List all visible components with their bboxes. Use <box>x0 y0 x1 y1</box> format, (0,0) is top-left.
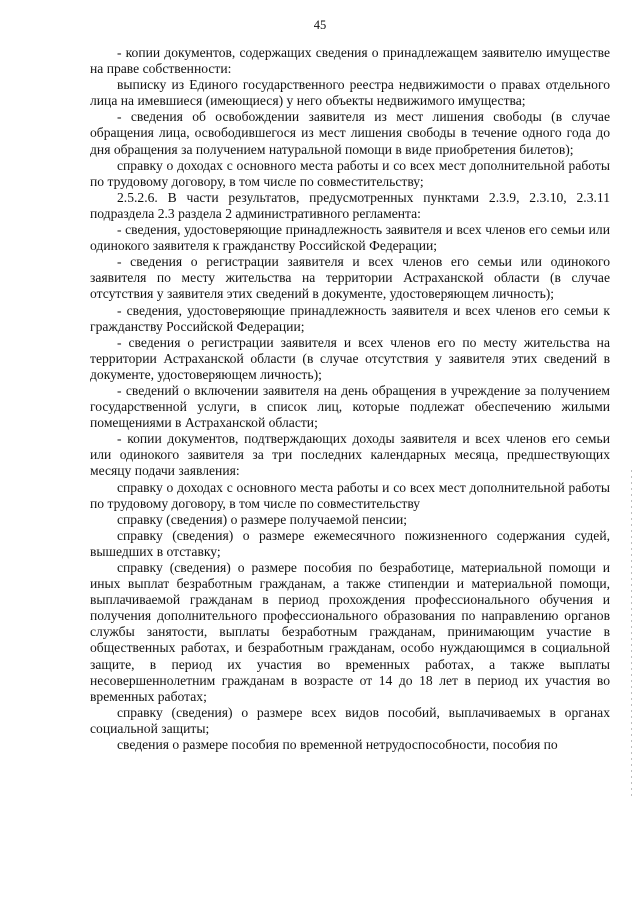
paragraph: сведения о размере пособия по временной нетрудоспособности, пособия по <box>117 737 558 753</box>
paragraph: справку о доходах с основного места работы и со всех мест дополнительной работы по трудовому договору, в том числе по совместительству <box>90 479 610 511</box>
page-number: 45 <box>313 18 327 32</box>
paragraph: выписку из Единого государственного реестра недвижимости о правах отдельного лица на имевшиеся (имеющиеся) у него объекты недвижимого имущества; <box>90 77 610 109</box>
paragraph: справку (сведения) о размере всех видов пособий, выплачиваемых в органах социальной защиты; <box>90 704 610 736</box>
paragraph: - сведения о регистрации заявителя и всех членов его по месту жительства на территории Астраханской области (в случае отсутствия у заявителя этих сведений в документе, удостоверяющем личность); <box>90 334 610 382</box>
scan-edge-artifact <box>631 470 632 800</box>
paragraph: - сведения об освобождении заявителя из мест лишения свободы (в случае обращения лица, освободившегося из мест лишения свободы в течение одного года до дня обращения за получением натуральной помощи в виде приобретения билетов); <box>90 109 610 157</box>
paragraph: - сведения о регистрации заявителя и всех членов его семьи или одинокого заявителя по месту жительства на территории Астраханской области (в случае отсутствия у заявителя этих сведений в документе, удостоверяющем личность); <box>90 254 610 302</box>
paragraph: справку (сведения) о размере получаемой пенсии; <box>117 511 408 527</box>
paragraph: - сведения, удостоверяющие принадлежность заявителя и всех членов его семьи или одинокого заявителя к гражданству Российской Федерации; <box>90 222 610 254</box>
document-body <box>90 45 610 753</box>
paragraph: - сведения, удостоверяющие принадлежность заявителя и всех членов его семьи к гражданству Российской Федерации; <box>90 302 610 334</box>
paragraph: 2.5.2.6. В части результатов, предусмотренных пунктами 2.3.9, 2.3.10, 2.3.11 подраздела 2.3 раздела 2 административного регламента: <box>90 189 610 221</box>
paragraph: - копии документов, содержащих сведения о принадлежащем заявителю имуществе на праве собственности: <box>90 45 610 77</box>
paragraph: справку (сведения) о размере пособия по безработице, материальной помощи и иных выплат безработным гражданам, а также стипендии и материальной помощи, выплачиваемой гражданам в период прохождения профессионального обучения и получения дополнительного профессионального образования по направлению органов службы занятости, выплаты безработным гражданам, принимающим участие в общественных работах, и безработным гражданам, особо нуждающимся в социальной защите, в период их участия во временных работах, а также выплаты несовершеннолетним гражданам в возрасте от 14 до 18 лет в период их участия во временных работах; <box>90 560 610 704</box>
paragraph: справку о доходах с основного места работы и со всех мест дополнительной работы по трудовому договору, в том числе по совместительству; <box>90 157 610 189</box>
paragraph: - сведений о включении заявителя на день обращения в учреждение за получением государственной услуги, в список лиц, которые подлежат обеспечению жилыми помещениями в Астраханской области; <box>90 382 610 431</box>
paragraph: справку (сведения) о размере ежемесячного пожизненного содержания судей, вышедших в отставку; <box>90 527 610 559</box>
paragraph: - копии документов, подтверждающих доходы заявителя и всех членов его семьи или одинокого заявителя за три последних календарных месяца, предшествующих месяцу подачи заявления: <box>90 431 610 479</box>
